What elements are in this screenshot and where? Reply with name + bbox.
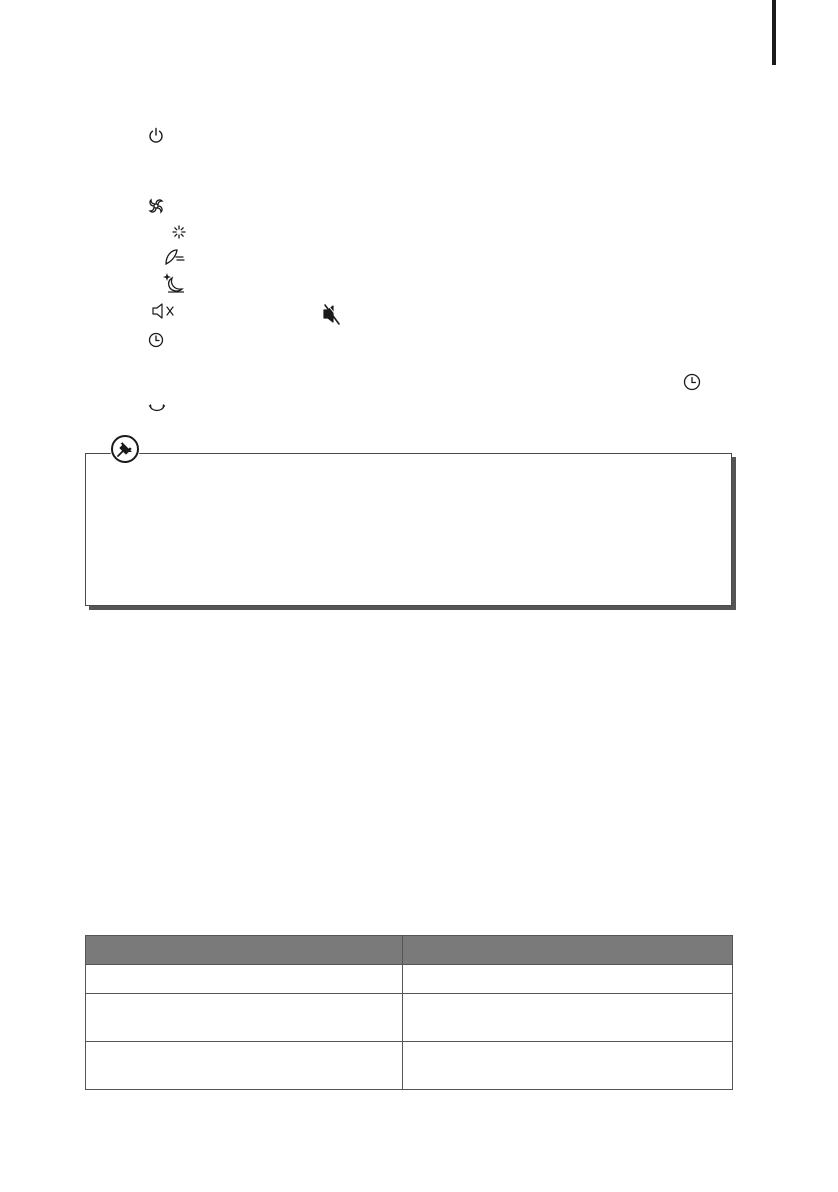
page-edge-marker [772, 0, 776, 65]
table-cell [403, 1042, 733, 1090]
oscillation-icon [148, 402, 166, 414]
table-header-row [86, 936, 733, 965]
table-header-cell [403, 936, 733, 965]
spec-table [85, 935, 733, 1090]
table-cell [403, 965, 733, 994]
note-badge [110, 434, 140, 464]
speaker-crossed-icon [322, 303, 342, 325]
clock-icon [683, 373, 701, 391]
moon-star-icon [162, 272, 186, 294]
clock-icon [148, 332, 164, 348]
table-row [86, 965, 733, 994]
table-cell [86, 1042, 403, 1090]
table-cell [403, 994, 733, 1042]
pushpin-icon [110, 434, 140, 464]
note-box [85, 453, 732, 606]
table-row [86, 1042, 733, 1090]
table-cell [86, 965, 403, 994]
leaf-breeze-icon [163, 248, 185, 266]
power-icon [148, 127, 164, 143]
table-row [86, 994, 733, 1042]
sparkle-wind-icon [172, 225, 186, 239]
table-cell [86, 994, 403, 1042]
speaker-mute-icon [152, 303, 176, 319]
table-header-cell [86, 936, 403, 965]
swirl-mode-icon [148, 198, 164, 214]
